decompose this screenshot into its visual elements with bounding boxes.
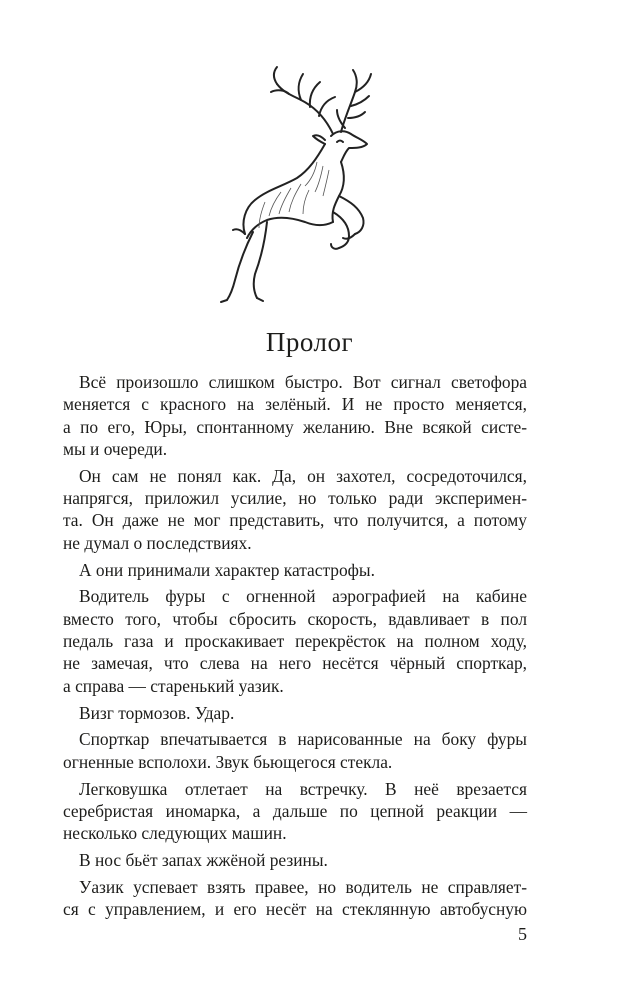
text-line: а справа — старенький уазик. xyxy=(63,675,284,696)
text-line: не думал о последствиях. xyxy=(63,532,252,553)
page-number: 5 xyxy=(518,924,527,944)
paragraph xyxy=(63,778,527,845)
text-line: напрягся, приложил усилие, но только ради эксперимен- xyxy=(63,488,527,509)
deer-icon xyxy=(205,62,405,307)
text-line: Водитель фуры с огненной аэрографией на кабине xyxy=(79,586,527,607)
text-line: мы и очереди. xyxy=(63,438,168,459)
text-line: серебристая иномарка, а дальше по цепной реакции — xyxy=(63,800,527,821)
text-line: несколько следующих машин. xyxy=(63,823,287,844)
text-line: Уазик успевает взять правее, но водитель не справляет- xyxy=(79,876,527,897)
text-line: та. Он даже не мог представить, что получится, а потому xyxy=(63,510,527,531)
paragraph xyxy=(63,559,527,581)
text-line: А они принимали характер катастрофы. xyxy=(79,559,375,580)
paragraph xyxy=(63,702,527,724)
text-line: огненные всполохи. Звук бьющегося стекла. xyxy=(63,751,393,772)
text-line: В нос бьёт запах жжёной резины. xyxy=(79,850,328,871)
text-line: а по его, Юры, спонтанному желанию. Вне всякой систе- xyxy=(63,416,527,437)
paragraph xyxy=(63,585,527,696)
paragraph xyxy=(63,371,527,460)
text-line: Легковушка отлетает на встречку. В неё врезается xyxy=(79,778,527,799)
text-line: педаль газа и проскакивает перекрёсток на полном ходу, xyxy=(63,631,527,652)
paragraph xyxy=(63,728,527,773)
text-line: не замечая, что слева на него несётся чёрный спорткар, xyxy=(63,653,527,674)
paragraph xyxy=(63,876,527,921)
text-line: Он сам не понял как. Да, он захотел, сосредоточился, xyxy=(79,465,527,486)
text-line: Визг тормозов. Удар. xyxy=(79,702,235,723)
paragraph xyxy=(63,849,527,871)
text-line: Спорткар впечатывается в нарисованные на боку фуры xyxy=(79,729,527,750)
text-line: Всё произошло слишком быстро. Вот сигнал светофора xyxy=(79,372,527,392)
chapter-title: Пролог xyxy=(265,327,354,357)
text-line: ся с управлением, и его несёт на стеклянную автобусную xyxy=(63,899,527,920)
text-line: вместо того, чтобы сбросить скорость, вдавливает в пол xyxy=(63,608,527,629)
chapter-body xyxy=(63,371,527,925)
text-line: меняется с красного на зелёный. И не просто меняется, xyxy=(63,394,527,415)
paragraph xyxy=(63,465,527,554)
